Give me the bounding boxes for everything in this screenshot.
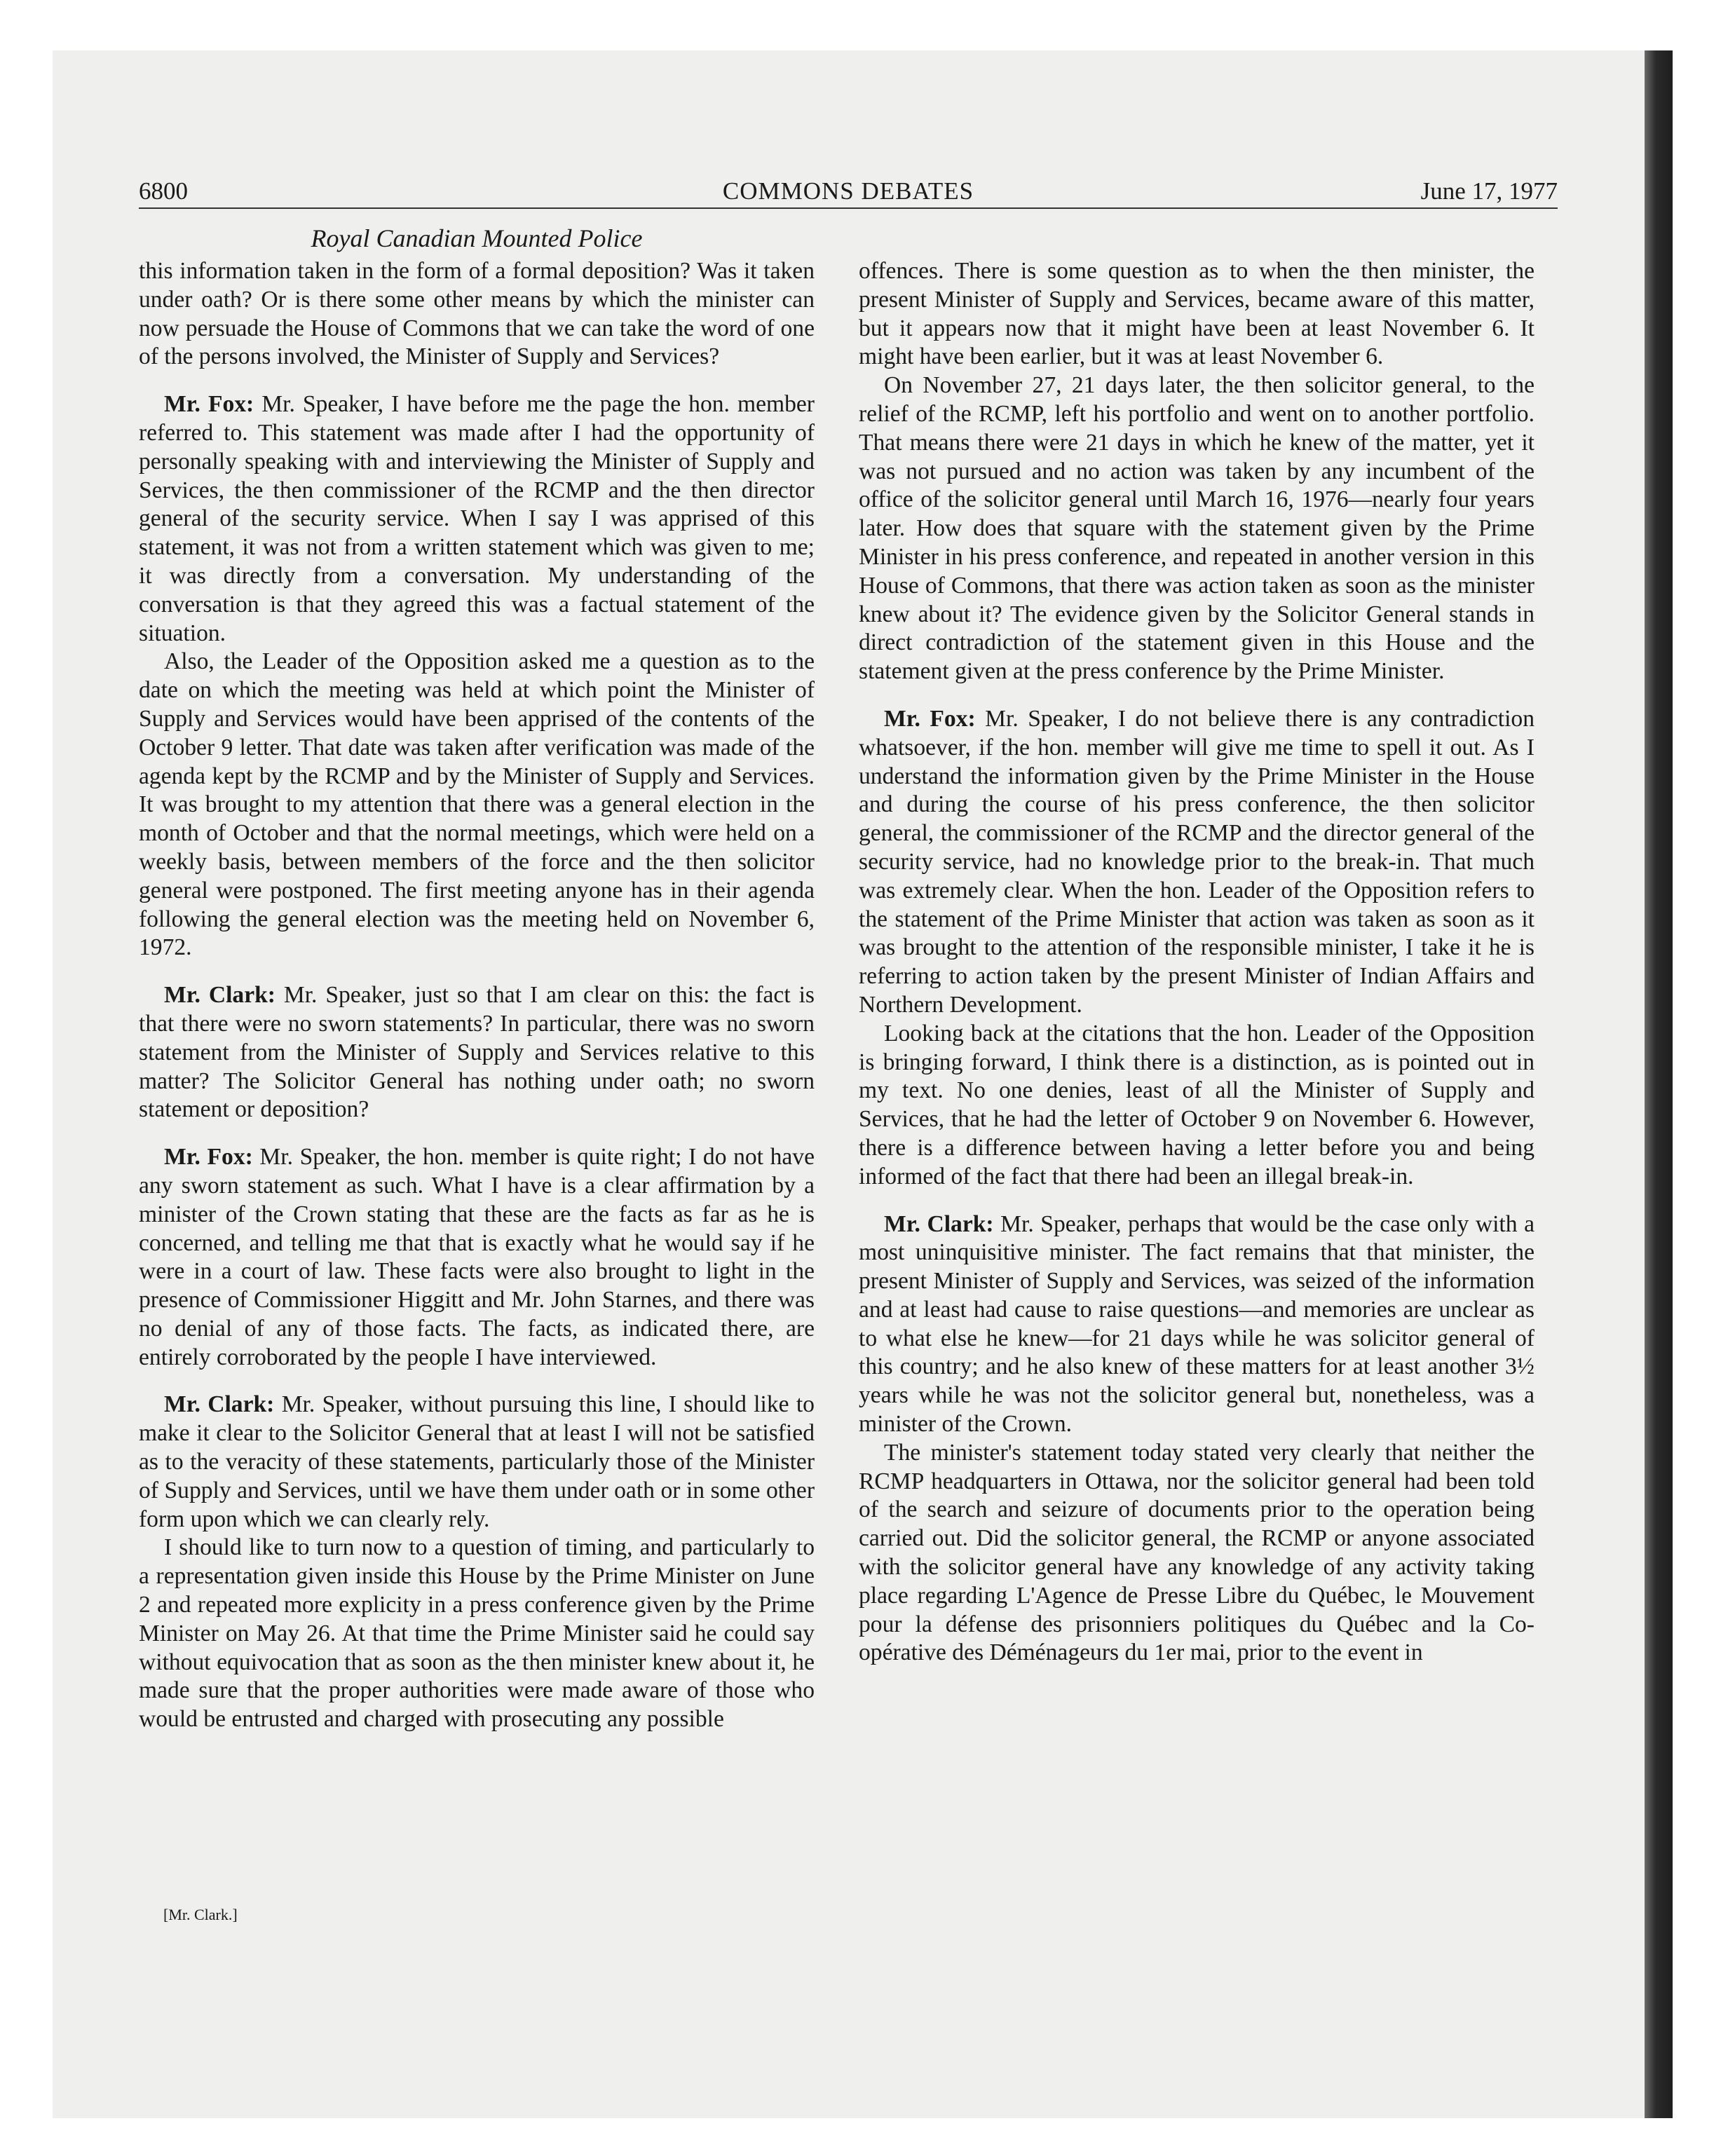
page-header [139,175,1558,209]
paragraph-text: Looking back at the citations that the hon. Leader of the Opposition is bringing forward, I think there is a distinction, as is pointed out in my text. No one denies, least of all the Minister of Supply and Services, that he had the letter of October 9 on November 6. However, there is a difference between having a letter before you and being informed of the fact that there had been an illegal break-in. [859,1020,1535,1189]
left-column [139,257,815,1734]
paragraph-text: Mr. Speaker, the hon. member is quite right; I do not have any sworn statement as such. What I have is a clear affirmation by a minister of the Crown stating that these are the facts as far as he is concerned, and telling me that that is exactly what he would say if he were in a court of law. These facts were also brought to light in the presence of Commissioner Higgitt and Mr. John Starnes, and there was no denial of any of those facts. The facts, as indicated there, are entirely corroborated by the people I have interviewed. [139,1144,815,1370]
paragraph-text: Mr. Speaker, without pursuing this line, I should like to make it clear to the Solicitor General that at least I will not be satisfied as to the veracity of these statements, particularly those of the Minister of Supply and Services, until we have them under oath or in some other form upon which we can clearly rely. [139,1391,815,1532]
speaker-name: Mr. Clark: [884,1210,994,1237]
speaker-name: Mr. Fox: [164,391,254,418]
speaker-name: Mr. Clark: [164,1391,275,1418]
paragraph [859,1210,1535,1439]
paragraph [139,1391,815,1534]
paragraph [139,1534,815,1734]
paragraph-text: Mr. Speaker, I do not believe there is any contradiction whatsoever, if the hon. member will give me time to spell it out. As I understand the information given by the Prime Minister in the House and during the course of his press conference, the then solicitor general, the commissioner of the RCMP and the director general of the security service, had no knowledge prior to the break-in. That much was extremely clear. When the hon. Leader of the Opposition refers to the statement of the Prime Minister that action was taken as soon as it was brought to the attention of the responsible minister, I take it he is referring to action taken by the present Minister of Indian Affairs and Northern Development. [859,705,1535,1018]
paragraph [139,1143,815,1372]
paragraph [859,1439,1535,1667]
speaker-name: Mr. Fox: [884,705,976,732]
page-number: 6800 [139,177,188,205]
paragraph [139,390,815,648]
paragraph-text: Mr. Speaker, just so that I am clear on this: the fact is that there were no sworn statements? In particular, there was no sworn statement from the Minister of Supply and Services relative to this matter? The Solicitor General has nothing under oath; no sworn statement or deposition? [139,982,815,1123]
paragraph [139,648,815,962]
paragraph [139,257,815,371]
paragraph [139,981,815,1124]
paragraph-text: I should like to turn now to a question of timing, and particularly to a representation given inside this House by the Prime Minister on June 2 and repeated more explicity in a press conference given by the Prime Minister on May 26. At that time the Prime Minister said he could say without equivocation that as soon as the then minister knew about it, he made sure that the proper authorities were made aware of those who would be entrusted and charged with prosecuting any possible [139,1534,815,1733]
section-title: Royal Canadian Mounted Police [311,224,643,252]
paragraph-text: Mr. Speaker, perhaps that would be the case only with a most uninquisitive minister. The fact remains that that minister, the present Minister of Supply and Services, was seized of the information and at least had cause to raise questions—and memories are unclear as to what else he knew—for 21 days while he was solicitor general of this country; and he also knew of these matters for at least another 3½ years while he was not the solicitor general but, nonetheless, was a minister of the Crown. [859,1210,1535,1438]
paragraph-text: offences. There is some question as to when the then minister, the present Minister of Supply and Services, became aware of this matter, but it appears now that it might have been at least November 6. It might have been earlier, but it was at least November 6. [859,258,1535,370]
speaker-tag: [Mr. Clark.] [163,1906,238,1923]
paragraph-text: The minister's statement today stated very clearly that neither the RCMP headquarters in Ottawa, nor the solicitor general had been told of the search and seizure of documents prior to the operation being carried out. Did the solicitor general, the RCMP or anyone associated with the solicitor general have any knowledge of any activity taking place regarding L'Agence de Presse Libre du Québec, le Mouvement pour la défense des prisonniers politiques du Québec and la Co-opérative des Déménageurs du 1er mai, prior to the event in [859,1439,1535,1666]
paragraph [859,705,1535,1020]
paragraph [859,257,1535,371]
scan-edge-shadow [1645,50,1673,2118]
issue-date: June 17, 1977 [1420,177,1558,205]
paragraph-text: On November 27, 21 days later, the then solicitor general, to the relief of the RCMP, left his portfolio and went on to another portfolio. That means there were 21 days in which he knew of the matter, yet it was not pursued and no action was taken by any incumbent of the office of the solicitor general until March 16, 1976—nearly four years later. How does that square with the statement given by the Prime Minister in his press conference, and repeated in another version in this House of Commons, that there was action taken as soon as the minister knew about it? The evidence given by the Solicitor General stands in direct contradiction of the statement given in this House and the statement given at the press conference by the Prime Minister. [859,372,1535,685]
paragraph [859,1020,1535,1192]
speaker-name: Mr. Clark: [164,982,275,1009]
paragraph-text: Also, the Leader of the Opposition asked me a question as to the date on which the meeting was held at which point the Minister of Supply and Services would have been apprised of the contents of the October 9 letter. That date was taken after verification was made of the agenda kept by the RCMP and by the Minister of Supply and Services. It was brought to my attention that there was a general election in the month of October and that the normal meetings, which were held on a weekly basis, between members of the force and the then solicitor general were postponed. The first meeting anyone has in their agenda following the general election was the meeting held on November 6, 1972. [139,648,815,961]
paragraph-text: Mr. Speaker, I have before me the page the hon. member referred to. This statement was made after I had the opportunity of personally speaking with and interviewing the Minister of Supply and Services, the then commissioner of the RCMP and the then director general of the security service. When I say I was apprised of this statement, it was not from a written statement which was given to me; it was directly from a conversation. My understanding of the conversation is that they agreed this was a factual statement of the situation. [139,391,815,646]
paragraph [859,371,1535,686]
publication-title: COMMONS DEBATES [722,177,974,205]
paragraph-text: this information taken in the form of a formal deposition? Was it taken under oath? Or is there some other means by which the minister can now persuade the House of Commons that we can take the word of one of the persons involved, the Minister of Supply and Services? [139,258,815,370]
speaker-name: Mr. Fox: [164,1144,253,1171]
right-column [859,257,1535,1667]
